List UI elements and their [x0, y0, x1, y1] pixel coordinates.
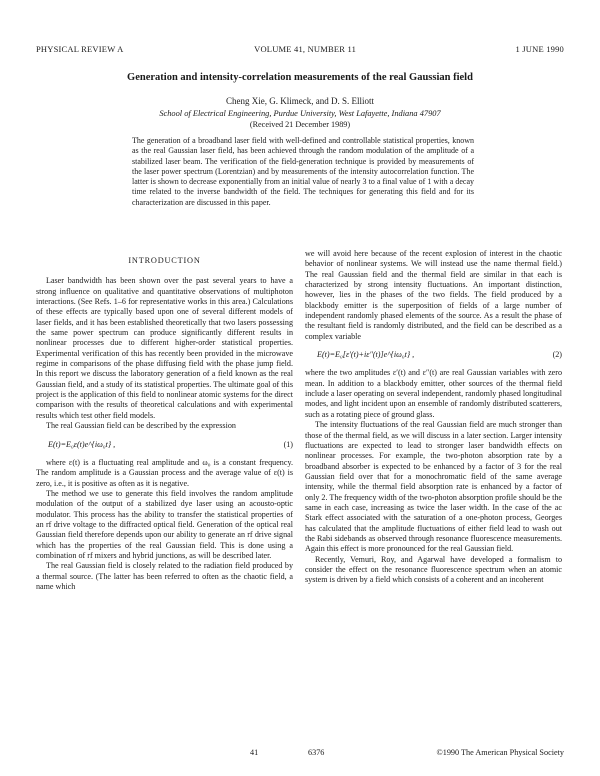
- paragraph: Laser bandwidth has been shown over the past several years to have a strong influence on qualitative and quantitative observations of multiphoton interactions. (See Refs. 1–6 for representative works in this area.) Calculations of these effects are typically based upon one of several different models of laser fields, and it has been established theoretically that two lasers possessing the same power spectrum can produce significantly different results in nonlinear processes due to different higher-order statistical properties. Experimental verification of this has recently been provided in the microwave regime in comparisons of the phase diffusing field with the phase jump field. In this report we discuss the laboratory generation of a field known as the real Gaussian field, and a study of its statistical properties. The ultimate goal of this project is the application of this field to nonlinear atomic systems for the direct comparison with the results of theoretical calculations and with experimental results which test other field models.: [36, 276, 293, 420]
- paragraph: The real Gaussian field is closely related to the radiation field produced by a thermal source. (The latter has been referred to often as the chaotic field, a name which: [36, 561, 293, 591]
- volume-number: VOLUME 41, NUMBER 11: [254, 44, 357, 54]
- abstract: The generation of a broadband laser field with well-defined and controllable statistical properties, known as the real Gaussian laser field, has been achieved through the random modulation of the amplitude of a stabilized laser beam. The verification of the field-generation technique is provided by measurements of the laser power spectrum (Lorentzian) and by measurements of the intensity autocorrelation function. The latter is shown to decrease exponentially from an initial value of nearly 3 to a final value of 1 with a decay time related to the inverse bandwidth of the field. The techniques for generating this field and for its characterization are discussed in this paper.: [132, 136, 474, 207]
- copyright: ©1990 The American Physical Society: [436, 748, 564, 757]
- issue-date: 1 JUNE 1990: [515, 44, 564, 54]
- author-list: Cheng Xie, G. Klimeck, and D. S. Elliott: [226, 96, 374, 106]
- paragraph: where the two amplitudes ε′(t) and ε″(t) are real Gaussian variables with zero mean. In addition to a blackbody emitter, other sources of the thermal field include a laser operating on several independent, randomly phased longitudinal modes, and light incident upon an ensemble of randomly distributed scatterers, such as a rotating piece of ground glass.: [305, 368, 562, 419]
- paragraph: Recently, Vemuri, Roy, and Agarwal have developed a formalism to consider the effect on the resonance fluorescence spectrum when an atomic system is driven by a field which consists of a coherent and an incoherent: [305, 554, 562, 585]
- affiliation: School of Electrical Engineering, Purdue University, West Lafayette, Indiana 47907: [159, 109, 441, 118]
- paper-title: Generation and intensity-correlation measurements of the real Gaussian field: [127, 72, 473, 83]
- paragraph: The method we use to generate this field involves the random amplitude modulation of the output of a stabilized dye laser using an acousto-optic modulator. This process has the ability to transfer the statistical properties of an rf drive voltage to the diffracted optical field. Generation of the optical real Gaussian field therefore depends upon our ability to generate an rf drive signal which has the properties of the real Gaussian field. This is done using a combination of rf mixers and hybrid junctions, as will be described later.: [36, 488, 293, 560]
- footer-volume: 41: [250, 748, 259, 757]
- journal-name: PHYSICAL REVIEW A: [36, 44, 124, 54]
- paragraph: we will avoid here because of the recent explosion of interest in the chaotic behavior of nonlinear systems. We will instead use the name thermal field.) The real Gaussian field and the thermal field are similar in that each is characterized by strong intensity fluctuations. An important distinction, however, lies in the phases of the two fields. The field produced by a blackbody emitter is the superposition of fields of a large number of independent randomly phased elements of the source. As a result the phase of the resultant field is randomly distributed, and the field can be described as a complex variable: [305, 249, 562, 341]
- paragraph: The intensity fluctuations of the real Gaussian field are much stronger than those of the thermal field, as we will discuss in a later section. Larger intensity fluctuations are expected to lead to stronger laser bandwidth effects on nonlinear processes. For example, the two-photon absorption rate by a broadband absorber is expected to be enhanced by a factor of 3 for the real Gaussian field over that for a monochromatic field of the same average intensity, while the thermal field absorption rate is enhanced by a factor of only 2. The frequency width of the two-photon absorption profile should be the same in each case, increasing as twice the laser width. In the case of the ac Stark effect associated with the saturation of a one-photon process, Georges has calculated that the amplitude fluctuations of either field lead to wash out the Rabi sidebands as observed through resonance fluorescence measurements. Again this effect is more pronounced for the real Gaussian field.: [305, 420, 562, 554]
- page-number: 6376: [308, 748, 325, 757]
- section-heading: INTRODUCTION: [128, 256, 201, 265]
- paragraph: The real Gaussian field can be described by the expression: [46, 421, 236, 431]
- equation-body: E(t)=E₀[ε′(t)+iε″(t)]e^{iω₀t} ,: [317, 350, 415, 360]
- right-column: [305, 249, 562, 586]
- equation-1: [36, 440, 293, 450]
- equation-number: (1): [283, 439, 293, 449]
- left-column: [36, 256, 293, 592]
- equation-2: [305, 350, 562, 360]
- paragraph: where ε(t) is a fluctuating real amplitude and ω₀ is a constant frequency. The random amplitude is a Gaussian process and the average value of ε(t) is zero, i.e., it is positive as often as it is negative.: [36, 457, 293, 488]
- equation-body: E(t)=E₀ε(t)e^{iω₀t} ,: [48, 439, 116, 449]
- equation-number: (2): [552, 350, 562, 360]
- received-date: (Received 21 December 1989): [249, 120, 351, 129]
